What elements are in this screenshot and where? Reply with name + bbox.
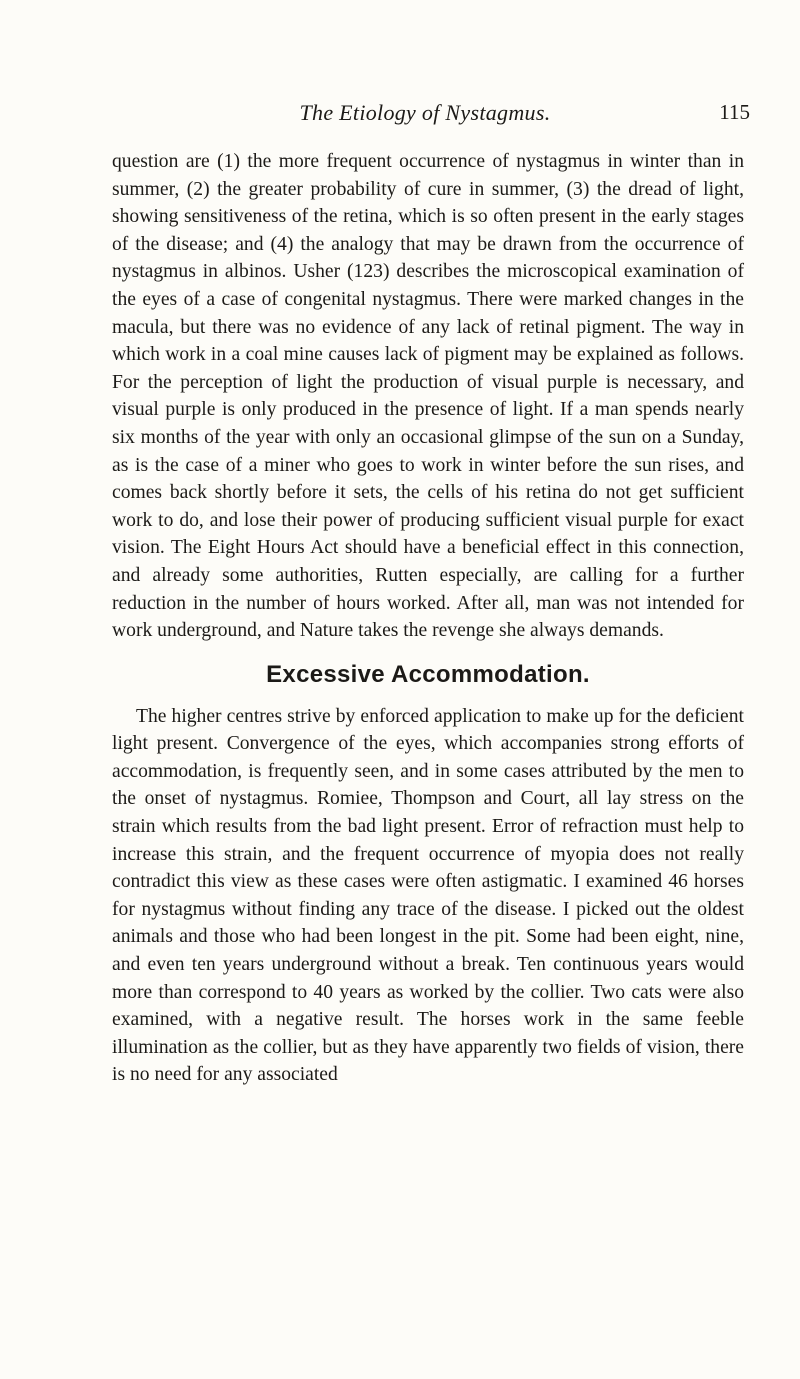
running-head — [100, 100, 750, 130]
body-text — [112, 148, 744, 1089]
running-title: The Etiology of Nystagmus. — [299, 100, 551, 125]
section-heading: Excessive Accommodation. — [266, 660, 590, 688]
paragraph-continued: question are (1) the more frequent occurrence of nystagmus in winter than in summer, (2) the greater probability of cure in summer, (3) the dread of light, showing sensitiveness of the retina, which is so often present in the early stages of the disease; and (4) the analogy that may be drawn from the occurrence of nystagmus in albinos. Usher (123) describes the microscopical examination of the eyes of a case of congenital nystagmus. There were marked changes in the macula, but there was no evidence of any lack of retinal pigment. The way in which work in a coal mine causes lack of pigment may be explained as follows. For the perception of light the production of visual purple is necessary, and visual purple is only produced in the presence of light. If a man spends nearly six months of the year with only an occasional glimpse of the sun on a Sunday, as is the case of a miner who goes to work in winter before the sun rises, and comes back shortly before it sets, the cells of his retina do not get sufficient work to do, and lose their power of producing sufficient visual purple for exact vision. The Eight Hours Act should have a beneficial effect in this connection, and already some authorities, Rutten especially, are calling for a further reduction in the number of hours worked. After all, man was not intended for work underground, and Nature takes the revenge she always demands. — [112, 151, 744, 642]
page-number: 115 — [719, 100, 750, 124]
paragraph: The higher centres strive by enforced application to make up for the deficient light present. Convergence of the eyes, which accompanies strong efforts of accommodation, is frequently seen, and in some cases attributed by the men to the onset of nystagmus. Romiee, Thompson and Court, all lay stress on the strain which results from the bad light present. Error of refraction must help to increase this strain, and the frequent occurrence of myopia does not really contradict this view as these cases were often astigmatic. I examined 46 horses for nystagmus without finding any trace of the disease. I picked out the oldest animals and those who had been longest in the pit. Some had been eight, nine, and even ten years underground without a break. Ten continuous years would more than correspond to 40 years as worked by the collier. Two cats were also examined, with a negative result. The horses work in the same feeble illumination as the collier, but as they have apparently two fields of vision, there is no need for any associated — [112, 705, 744, 1086]
